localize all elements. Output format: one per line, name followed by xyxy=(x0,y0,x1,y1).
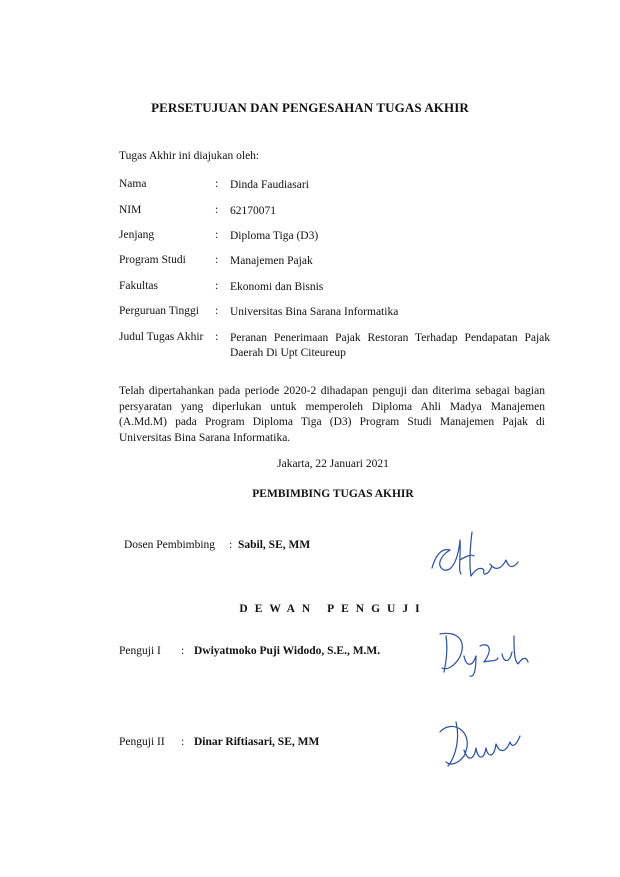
field-label: Nama xyxy=(119,178,147,190)
field-colon: : xyxy=(215,204,219,216)
penguji-2-label: Penguji II xyxy=(119,736,165,748)
pembimbing-row xyxy=(124,539,424,555)
pembimbing-label: Dosen Pembimbing xyxy=(124,539,216,551)
field-label: Fakultas xyxy=(119,280,158,292)
field-label: NIM xyxy=(119,204,142,216)
penguji-2-colon: : xyxy=(181,736,185,748)
field-value: Diploma Tiga (D3) xyxy=(230,230,319,242)
field-value: Universitas Bina Sarana Informatika xyxy=(230,306,399,318)
field-value: Manajemen Pajak xyxy=(230,255,313,267)
date-line: Jakarta, 22 Januari 2021 xyxy=(277,458,389,470)
penguji-1-label: Penguji I xyxy=(119,645,161,657)
pembimbing-heading: PEMBIMBING TUGAS AKHIR xyxy=(252,488,414,500)
penguji-2-name: Dinar Riftiasari, SE, MM xyxy=(194,736,320,748)
penguji-2-signature xyxy=(436,712,526,774)
field-value: Peranan Penerimaan Pajak Restoran Terhadap Pendapatan Pajak Daerah Di Upt Citeureup xyxy=(230,332,550,359)
field-label: Jenjang xyxy=(119,229,155,241)
field-colon: : xyxy=(215,229,219,241)
field-colon: : xyxy=(215,254,219,266)
penguji-1-signature xyxy=(432,622,538,680)
pembimbing-name: Sabil, SE, MM xyxy=(238,539,311,551)
field-colon: : xyxy=(215,331,219,343)
field-value: Ekonomi dan Bisnis xyxy=(230,281,324,293)
field-label: Judul Tugas Akhir xyxy=(119,331,204,343)
penguji-1-row xyxy=(119,645,439,661)
intro-text: Tugas Akhir ini diajukan oleh: xyxy=(119,150,260,162)
field-value: 62170071 xyxy=(230,205,276,217)
penguji-1-name: Dwiyatmoko Puji Widodo, S.E., M.M. xyxy=(194,645,381,657)
field-colon: : xyxy=(215,305,219,317)
approval-paragraph: Telah dipertahankan pada periode 2020-2 dihadapan penguji dan diterima sebagai bagian persyaratan yang diperlukan untuk memperoleh Diploma Ahli Madya Manajemen (A.Md.M) pada Program Diploma Tiga (D3) Program Studi Manajemen Pajak di Universitas Bina Sarana Informatika. xyxy=(119,385,545,444)
pembimbing-signature xyxy=(428,526,524,584)
field-value: Dinda Faudiasari xyxy=(230,179,309,191)
field-colon: : xyxy=(215,280,219,292)
page-title: PERSETUJUAN DAN PENGESAHAN TUGAS AKHIR xyxy=(151,100,469,115)
penguji-1-colon: : xyxy=(181,645,185,657)
pembimbing-colon: : xyxy=(229,539,233,551)
field-label: Perguruan Tinggi xyxy=(119,305,199,317)
field-colon: : xyxy=(215,178,219,190)
penguji-2-row xyxy=(119,736,439,752)
field-label: Program Studi xyxy=(119,254,186,266)
dewan-penguji-heading: DEWAN PENGUJI xyxy=(239,603,427,615)
